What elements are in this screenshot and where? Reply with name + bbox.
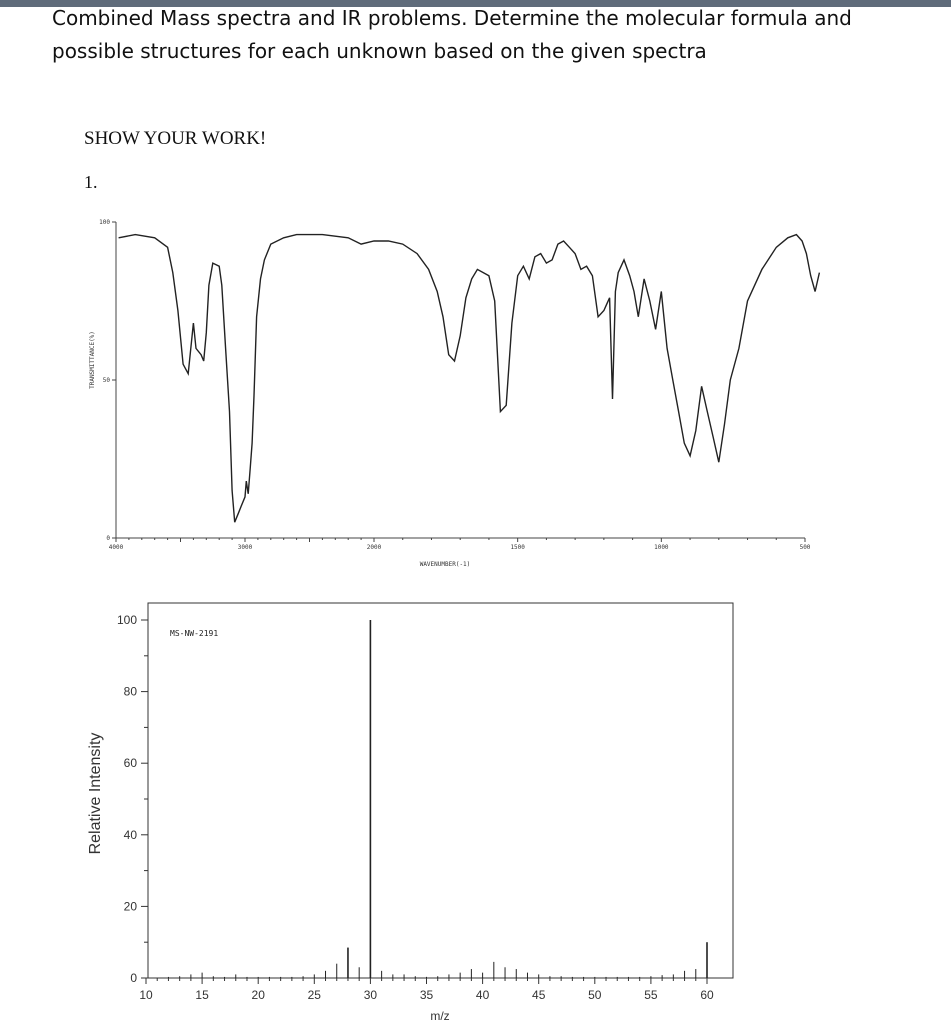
ms-x-tick-label: 40 xyxy=(475,988,490,1002)
ms-y-axis-label: Relative Intensity xyxy=(87,732,104,855)
question-number: 1. xyxy=(84,172,98,192)
ms-x-tick-label: 25 xyxy=(307,988,321,1002)
ms-y-tick-label: 60 xyxy=(123,756,137,771)
ir-y-tick-label: 50 xyxy=(102,377,110,384)
ms-x-tick-label: 45 xyxy=(532,988,546,1002)
ms-y-tick-label: 40 xyxy=(123,827,137,842)
ir-x-tick-label: 2000 xyxy=(366,544,382,551)
ir-x-tick-label: 500 xyxy=(799,544,811,551)
ir-x-tick-label: 1500 xyxy=(510,544,525,551)
ms-x-tick-label: 50 xyxy=(588,988,602,1002)
ms-x-tick-label: 10 xyxy=(139,988,153,1002)
ms-peaks xyxy=(168,620,707,978)
ms-x-tick-label: 35 xyxy=(419,988,434,1002)
ir-x-tick-label: 4000 xyxy=(108,544,124,551)
ms-x-axis-label: m/z xyxy=(430,1009,450,1023)
ms-x-tick-label: 30 xyxy=(363,988,378,1002)
ms-y-tick-label: 0 xyxy=(130,971,137,985)
heading-line-2: possible structures for each unknown based on the given spectra xyxy=(52,39,707,63)
ms-x-tick-label: 15 xyxy=(195,988,209,1002)
ms-plot-frame xyxy=(148,603,733,978)
show-your-work-instruction: SHOW YOUR WORK! xyxy=(84,128,267,149)
ir-y-tick-label: 100 xyxy=(99,219,110,226)
ms-spectrum-id: MS-NW-2191 xyxy=(170,629,219,638)
heading-line-1: Combined Mass spectra and IR problems. Determine the molecular formula and xyxy=(52,6,852,30)
ir-x-tick-label: 1000 xyxy=(654,544,669,551)
ir-y-axis-label: TRANSMITTANCE(%) xyxy=(89,331,96,389)
ir-y-tick-label: 0 xyxy=(106,535,110,542)
ms-x-tick-label: 55 xyxy=(644,988,658,1002)
ms-x-tick-label: 20 xyxy=(251,988,265,1002)
ms-y-tick-label: 100 xyxy=(116,613,137,627)
ms-ticks xyxy=(117,613,714,1002)
ir-x-tick-label: 3000 xyxy=(237,544,253,551)
ms-y-tick-label: 20 xyxy=(123,899,137,914)
ms-x-tick-label: 60 xyxy=(700,988,714,1002)
ir-x-axis-label: WAVENUMBER(-1) xyxy=(419,561,471,568)
ms-y-tick-label: 80 xyxy=(123,684,137,699)
